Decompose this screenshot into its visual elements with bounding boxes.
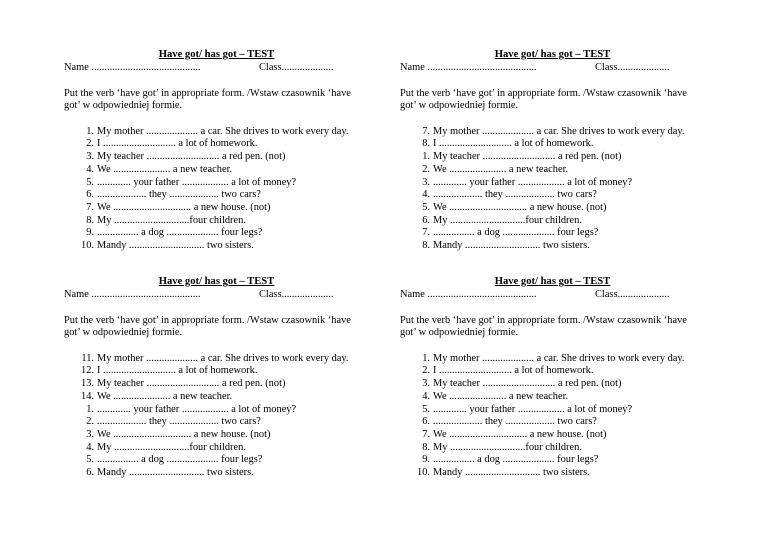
exercise-item xyxy=(64,353,379,366)
item-text: My mother .................... a car. She drives to work every day. xyxy=(433,125,685,137)
item-text: ................... they ................... two cars? xyxy=(433,416,597,428)
item-text: My teacher ............................ a red pen. (not) xyxy=(433,378,622,390)
item-text: Mandy ............................. two sisters. xyxy=(97,466,254,478)
item-text: My mother .................... a car. She drives to work every day. xyxy=(97,352,349,364)
item-number: 7. xyxy=(86,201,94,213)
item-number: 5. xyxy=(86,176,94,188)
item-text: We ...................... a new teacher. xyxy=(433,163,569,175)
exercise-item xyxy=(400,164,715,177)
instruction-text: Put the verb ‘have got’ in appropriate form. /Wstaw czasownik ‘have got’ w odpowiedniej formie. xyxy=(64,314,351,339)
test-title: Have got/ has got – TEST xyxy=(494,276,611,287)
item-text: My teacher ............................ a red pen. (not) xyxy=(433,151,622,163)
exercise-item xyxy=(400,215,715,228)
item-number: 6. xyxy=(86,466,94,478)
exercise-item xyxy=(400,378,715,391)
exercise-item xyxy=(64,164,379,177)
item-number: 5. xyxy=(422,201,430,213)
name-class-line xyxy=(64,62,379,75)
class-field-label: Class.................... xyxy=(259,61,334,73)
exercise-list xyxy=(400,353,715,480)
item-number: 1. xyxy=(86,403,94,415)
item-number: 1. xyxy=(86,125,94,137)
item-number: 2. xyxy=(422,365,430,377)
exercise-list xyxy=(64,126,379,253)
item-text: My mother .................... a car. She drives to work every day. xyxy=(97,125,349,137)
item-text: My .............................four children. xyxy=(97,441,246,453)
item-text: ................ a dog .................... four legs? xyxy=(97,454,263,466)
exercise-item xyxy=(400,240,715,253)
item-text: ............. your father .................. a lot of money? xyxy=(433,176,633,188)
item-text: ................... they ................... two cars? xyxy=(97,189,261,201)
test-title: Have got/ has got – TEST xyxy=(158,49,275,60)
item-number: 4. xyxy=(86,441,94,453)
name-field-label: Name .......................................... xyxy=(400,61,537,73)
item-number: 10. xyxy=(417,466,430,478)
exercise-item xyxy=(64,215,379,228)
item-number: 1. xyxy=(422,352,430,364)
exercise-item xyxy=(400,177,715,190)
exercise-item xyxy=(400,391,715,404)
item-text: We .............................. a new house. (not) xyxy=(433,201,607,213)
exercise-item xyxy=(400,138,715,151)
item-text: Mandy ............................. two sisters. xyxy=(433,239,590,251)
item-text: ............. your father .................. a lot of money? xyxy=(433,403,633,415)
item-text: I ............................ a lot of homework. xyxy=(433,365,594,377)
exercise-item xyxy=(400,151,715,164)
exercise-item xyxy=(400,189,715,202)
test-title: Have got/ has got – TEST xyxy=(494,49,611,60)
exercise-item xyxy=(64,454,379,467)
item-number: 4. xyxy=(422,390,430,402)
exercise-item xyxy=(400,416,715,429)
item-text: Mandy ............................. two sisters. xyxy=(433,466,590,478)
item-text: We .............................. a new house. (not) xyxy=(97,201,271,213)
item-text: We ...................... a new teacher. xyxy=(433,390,569,402)
exercise-list xyxy=(64,353,379,480)
item-number: 6. xyxy=(422,416,430,428)
exercise-item xyxy=(400,202,715,215)
item-text: ............. your father .................. a lot of money? xyxy=(97,176,297,188)
exercise-list xyxy=(400,126,715,253)
exercise-item xyxy=(64,467,379,480)
item-number: 7. xyxy=(422,125,430,137)
item-number: 7. xyxy=(422,428,430,440)
test-title: Have got/ has got – TEST xyxy=(158,276,275,287)
name-field-label: Name .......................................... xyxy=(400,288,537,300)
test-copy-bottom-right xyxy=(400,276,715,480)
item-number: 9. xyxy=(86,227,94,239)
item-text: ................... they ................... two cars? xyxy=(97,416,261,428)
item-number: 3. xyxy=(422,176,430,188)
item-text: My .............................four children. xyxy=(433,441,582,453)
exercise-item xyxy=(400,442,715,455)
item-number: 3. xyxy=(86,151,94,163)
exercise-item xyxy=(400,429,715,442)
exercise-item xyxy=(400,227,715,240)
exercise-item xyxy=(64,365,379,378)
item-number: 8. xyxy=(86,214,94,226)
item-text: My teacher ............................ a red pen. (not) xyxy=(97,378,286,390)
item-text: We ...................... a new teacher. xyxy=(97,163,233,175)
item-text: My .............................four children. xyxy=(433,214,582,226)
exercise-item xyxy=(64,189,379,202)
item-number: 3. xyxy=(422,378,430,390)
item-number: 9. xyxy=(422,454,430,466)
exercise-item xyxy=(64,126,379,139)
item-text: ................ a dog .................... four legs? xyxy=(433,227,599,239)
item-number: 11. xyxy=(81,352,94,364)
name-class-line xyxy=(400,62,715,75)
instruction-text: Put the verb ‘have got’ in appropriate form. /Wstaw czasownik ‘have got’ w odpowiedniej formie. xyxy=(400,314,687,339)
exercise-item xyxy=(400,454,715,467)
item-number: 14. xyxy=(81,390,94,402)
exercise-item xyxy=(64,138,379,151)
item-number: 7. xyxy=(422,227,430,239)
exercise-item xyxy=(64,391,379,404)
name-field-label: Name .......................................... xyxy=(64,288,201,300)
item-text: My mother .................... a car. She drives to work every day. xyxy=(433,352,685,364)
item-text: I ............................ a lot of homework. xyxy=(97,138,258,150)
exercise-item xyxy=(400,404,715,417)
instruction-text: Put the verb ‘have got’ in appropriate form. /Wstaw czasownik ‘have got’ w odpowiedniej formie. xyxy=(64,87,351,112)
item-text: Mandy ............................. two sisters. xyxy=(97,239,254,251)
exercise-item xyxy=(64,177,379,190)
item-text: My teacher ............................ a red pen. (not) xyxy=(97,151,286,163)
item-number: 4. xyxy=(422,189,430,201)
name-class-line xyxy=(400,289,715,302)
exercise-item xyxy=(64,429,379,442)
item-text: ............. your father .................. a lot of money? xyxy=(97,403,297,415)
item-text: We .............................. a new house. (not) xyxy=(433,428,607,440)
item-number: 6. xyxy=(422,214,430,226)
item-number: 5. xyxy=(422,403,430,415)
item-number: 5. xyxy=(86,454,94,466)
exercise-item xyxy=(64,378,379,391)
item-text: ................... they ................... two cars? xyxy=(433,189,597,201)
exercise-item xyxy=(64,202,379,215)
item-number: 3. xyxy=(86,428,94,440)
item-number: 6. xyxy=(86,189,94,201)
exercise-item xyxy=(64,240,379,253)
exercise-item xyxy=(400,126,715,139)
name-field-label: Name .......................................... xyxy=(64,61,201,73)
item-number: 2. xyxy=(86,416,94,428)
item-number: 8. xyxy=(422,138,430,150)
exercise-item xyxy=(400,353,715,366)
item-number: 10. xyxy=(81,239,94,251)
class-field-label: Class.................... xyxy=(259,288,334,300)
exercise-item xyxy=(64,416,379,429)
test-copy-bottom-left xyxy=(64,276,379,480)
exercise-item xyxy=(64,227,379,240)
test-copy-top-left xyxy=(64,49,379,253)
item-number: 1. xyxy=(422,151,430,163)
exercise-item xyxy=(400,467,715,480)
instruction-text: Put the verb ‘have got’ in appropriate form. /Wstaw czasownik ‘have got’ w odpowiedniej formie. xyxy=(400,87,687,112)
item-number: 2. xyxy=(422,163,430,175)
exercise-item xyxy=(64,404,379,417)
item-number: 8. xyxy=(422,239,430,251)
item-text: I ............................ a lot of homework. xyxy=(433,138,594,150)
item-number: 8. xyxy=(422,441,430,453)
item-text: ................ a dog .................... four legs? xyxy=(97,227,263,239)
test-copy-top-right xyxy=(400,49,715,253)
item-number: 2. xyxy=(86,138,94,150)
exercise-item xyxy=(400,365,715,378)
exercise-item xyxy=(64,442,379,455)
item-text: ................ a dog .................... four legs? xyxy=(433,454,599,466)
exercise-item xyxy=(64,151,379,164)
class-field-label: Class.................... xyxy=(595,61,670,73)
class-field-label: Class.................... xyxy=(595,288,670,300)
item-text: My .............................four children. xyxy=(97,214,246,226)
item-number: 4. xyxy=(86,163,94,175)
name-class-line xyxy=(64,289,379,302)
item-number: 13. xyxy=(81,378,94,390)
item-text: We ...................... a new teacher. xyxy=(97,390,233,402)
item-text: We .............................. a new house. (not) xyxy=(97,428,271,440)
item-number: 12. xyxy=(81,365,94,377)
item-text: I ............................ a lot of homework. xyxy=(97,365,258,377)
